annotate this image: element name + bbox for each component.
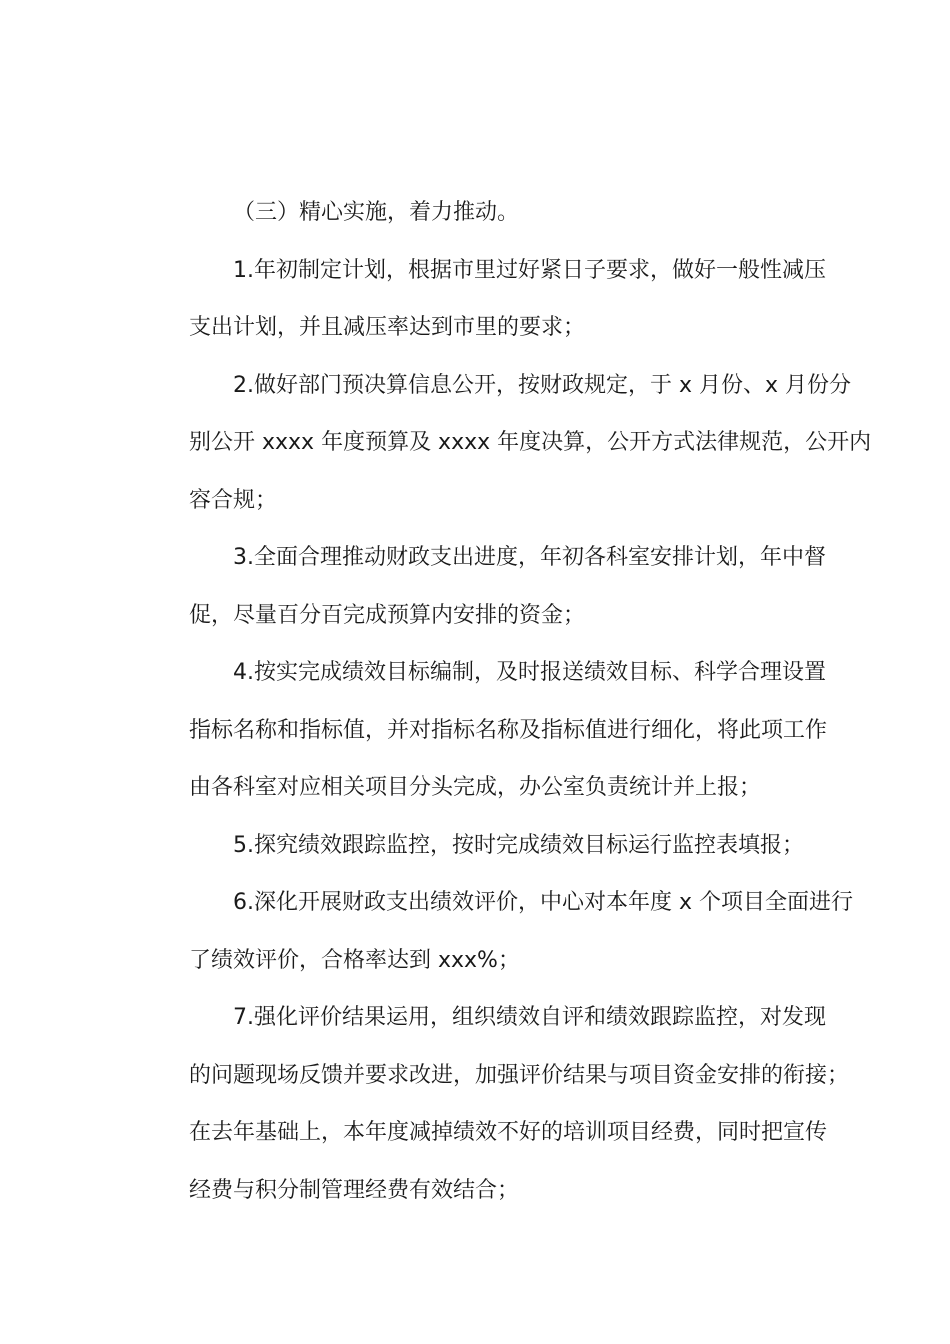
paragraph-line: 1.年初制定计划，根据市里过好紧日子要求，做好一般性减压 bbox=[233, 257, 826, 283]
paragraph-line: 促，尽量百分百完成预算内安排的资金； bbox=[189, 602, 586, 628]
paragraph-line: 3.全面合理推动财政支出进度，年初各科室安排计划，年中督 bbox=[233, 545, 826, 570]
paragraph-7 bbox=[145, 989, 850, 1219]
paragraph-line: 的问题现场反馈并要求改进，加强评价结果与项目资金安排的衔接； bbox=[189, 1062, 850, 1088]
paragraph-4 bbox=[145, 644, 828, 817]
section-heading bbox=[145, 184, 815, 242]
paragraph-3 bbox=[145, 529, 826, 644]
paragraph-1 bbox=[145, 242, 826, 357]
paragraph-line: 指标名称和指标值，并对指标名称及指标值进行细化，将此项工作 bbox=[189, 717, 828, 743]
paragraph-line: 4.按实完成绩效目标编制，及时报送绩效目标、科学合理设置 bbox=[233, 660, 826, 685]
heading-line: （三）精心实施，着力推动。 bbox=[233, 200, 520, 225]
paragraph-2 bbox=[145, 357, 872, 530]
paragraph-line: 2.做好部门预决算信息公开，按财政规定，于 x 月份、x 月份分 bbox=[233, 372, 852, 398]
paragraph-line: 经费与积分制管理经费有效结合； bbox=[189, 1177, 520, 1203]
paragraph-line: 6.深化开展财政支出绩效评价，中心对本年度 x 个项目全面进行 bbox=[233, 890, 853, 915]
paragraph-5 bbox=[145, 817, 815, 875]
paragraph-line: 了绩效评价，合格率达到 xxx%； bbox=[189, 947, 520, 973]
paragraph-line: 7.强化评价结果运用，组织绩效自评和绩效跟踪监控，对发现 bbox=[233, 1005, 826, 1030]
document-body bbox=[145, 184, 872, 1219]
paragraph-line: 容合规； bbox=[189, 487, 278, 513]
paragraph-line: 5.探究绩效跟踪监控，按时完成绩效目标运行监控表填报； bbox=[233, 832, 804, 858]
paragraph-line: 在去年基础上，本年度减掉绩效不好的培训项目经费，同时把宣传 bbox=[189, 1120, 828, 1145]
paragraph-line: 别公开 xxxx 年度预算及 xxxx 年度决算，公开方式法律规范，公开内 bbox=[189, 430, 872, 455]
paragraph-line: 由各科室对应相关项目分头完成，办公室负责统计并上报； bbox=[189, 775, 762, 800]
paragraph-line: 支出计划，并且减压率达到市里的要求； bbox=[189, 315, 586, 340]
paragraph-6 bbox=[145, 874, 853, 989]
